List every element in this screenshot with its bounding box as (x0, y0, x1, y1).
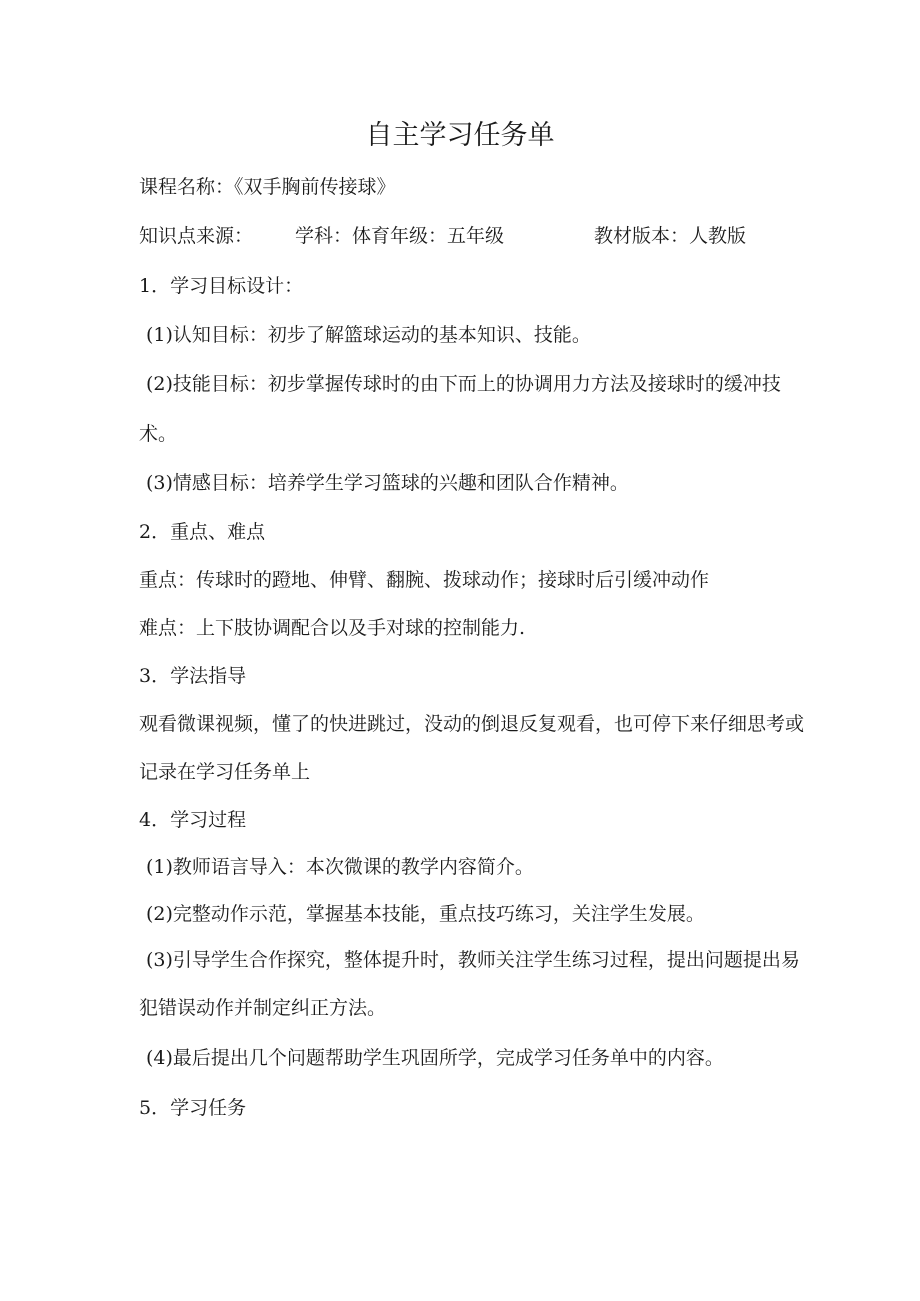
key-points: 重点：传球时的蹬地、伸臂、翻腕、拨球动作；接球时后引缓冲动作 (139, 569, 710, 591)
study-method-line-2: 记录在学习任务单上 (139, 761, 311, 783)
source-subject-grade: 学科：体育年级：五年级 (295, 225, 505, 247)
section-3-heading: 3．学法指导 (139, 665, 247, 687)
process-step-1: (1)教师语言导入：本次微课的教学内容简介。 (146, 856, 534, 878)
difficult-points: 难点：上下肢协调配合以及手对球的控制能力. (139, 617, 526, 639)
source-label: 知识点来源： (139, 225, 254, 247)
study-method-line-1: 观看微课视频，懂了的快进跳过，没动的倒退反复观看，也可停下来仔细思考或 (139, 713, 805, 735)
section-5-heading: 5．学习任务 (139, 1097, 247, 1119)
process-step-2: (2)完整动作示范，掌握基本技能，重点技巧练习，关注学生发展。 (146, 903, 705, 925)
objective-skill-line-2: 术。 (139, 423, 178, 445)
process-step-3-line-1: (3)引导学生合作探究，整体提升时，教师关注学生练习过程，提出问题提出易 (146, 949, 800, 971)
process-step-3-line-2: 犯错误动作并制定纠正方法。 (139, 997, 387, 1019)
source-textbook-edition: 教材版本：人教版 (594, 225, 747, 247)
knowledge-source-row (139, 221, 746, 251)
objective-emotional: (3)情感目标：培养学生学习篮球的兴趣和团队合作精神。 (146, 472, 629, 494)
section-2-heading: 2．重点、难点 (139, 521, 266, 543)
objective-skill-line-1: (2)技能目标：初步掌握传球时的由下而上的协调用力方法及接球时的缓冲技 (146, 373, 781, 395)
course-name: 课程名称：《双手胸前传接球》 (139, 176, 396, 198)
page-title: 自主学习任务单 (365, 120, 555, 151)
process-step-4: (4)最后提出几个问题帮助学生巩固所学，完成学习任务单中的内容。 (146, 1047, 724, 1069)
objective-cognitive: (1)认知目标：初步了解篮球运动的基本知识、技能。 (146, 324, 591, 346)
section-1-heading: 1．学习目标设计： (139, 275, 304, 297)
section-4-heading: 4．学习过程 (139, 809, 247, 831)
